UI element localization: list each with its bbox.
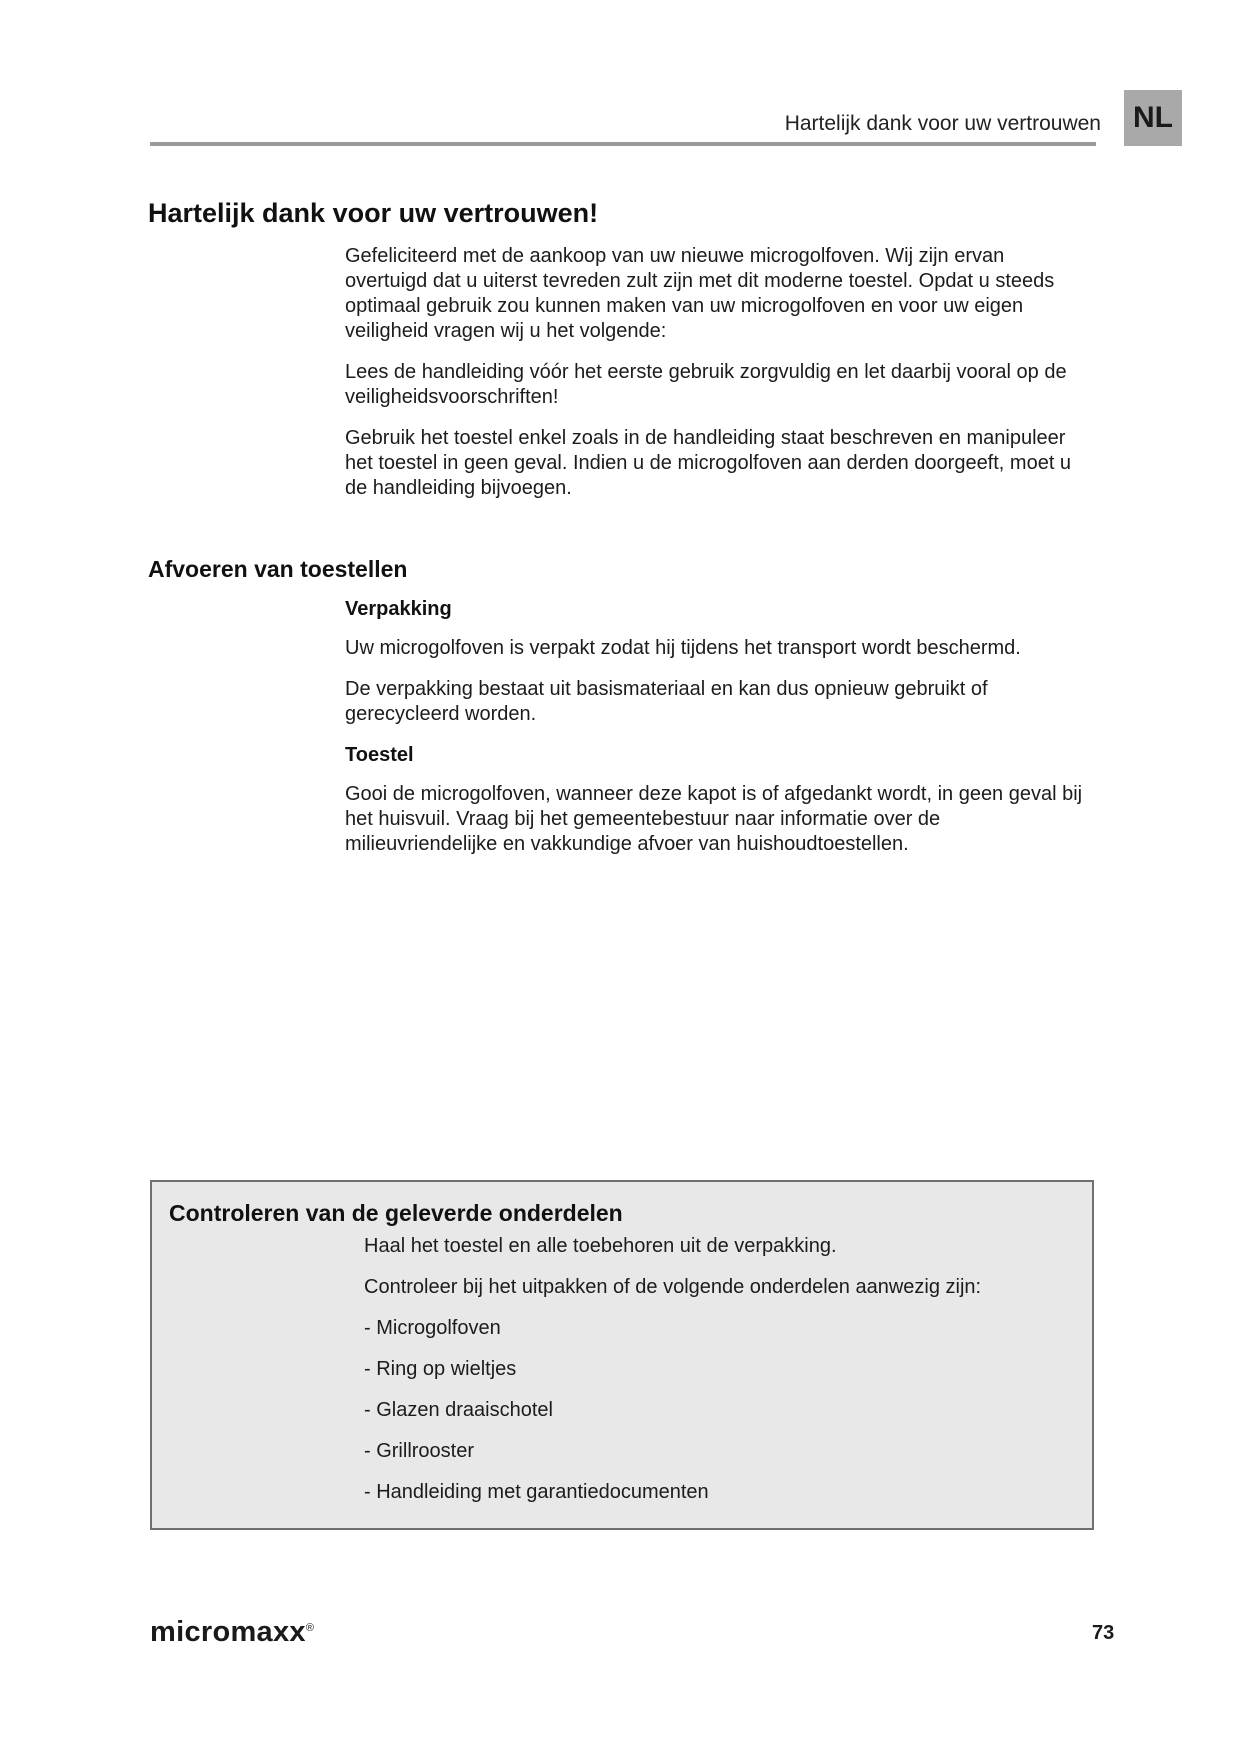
language-badge: NL	[1124, 90, 1182, 146]
intro-paragraph: Lees de handleiding vóór het eerste gebruik zorgvuldig en let daarbij vooral op de veiligheidsvoorschriften!	[345, 361, 1067, 408]
device-paragraph: Gooi de microgolfoven, wanneer deze kapot is of afgedankt wordt, in geen geval bij het huisvuil. Vraag bij het gemeentebestuur naar informatie over de milieuvriendelijke en vakkundige afvoer van huishoudtoestellen.	[345, 783, 1083, 855]
checklist-paragraph: Haal het toestel en alle toebehoren uit de verpakking.	[364, 1235, 837, 1257]
disposal-title: Afvoeren van toestellen	[148, 556, 408, 582]
checklist-item: - Handleiding met garantiedocumenten	[364, 1481, 709, 1503]
running-header-title: Hartelijk dank voor uw vertrouwen	[784, 112, 1101, 135]
intro-title: Hartelijk dank voor uw vertrouwen!	[148, 198, 599, 228]
device-heading: Toestel	[345, 744, 414, 766]
brand-name: micromaxx	[150, 1616, 306, 1648]
checklist-paragraph: Controleer bij het uitpakken of de volgende onderdelen aanwezig zijn:	[364, 1276, 982, 1298]
header-divider	[150, 142, 1096, 146]
registered-mark: ®	[305, 1622, 315, 1634]
intro-paragraph: Gefeliciteerd met de aankoop van uw nieuwe microgolfoven. Wij zijn ervan overtuigd dat u uiterst tevreden zult zijn met dit moderne toestel. Opdat u steeds optimaal gebruik zou kunnen maken van uw microgolfoven en voor uw eigen veiligheid vragen wij u het volgende:	[345, 245, 1055, 342]
checklist-title: Controleren van de geleverde onderdelen	[169, 1200, 623, 1226]
checklist-items	[364, 1316, 1064, 1505]
checklist-item: - Glazen draaischotel	[364, 1399, 553, 1421]
packaging-paragraph: Uw microgolfoven is verpakt zodat hij tijdens het transport wordt beschermd.	[345, 637, 1021, 659]
intro-paragraph: Gebruik het toestel enkel zoals in de handleiding staat beschreven en manipuleer het toestel in geen geval. Indien u de microgolfoven aan derden doorgeeft, moet u de handleiding bijvoegen.	[345, 427, 1072, 499]
brand-logo	[150, 1616, 314, 1649]
disposal-body	[345, 597, 1090, 873]
checklist-item: - Grillrooster	[364, 1440, 475, 1462]
checklist-item: - Ring op wieltjes	[364, 1358, 517, 1380]
page-number: 73	[1092, 1622, 1115, 1644]
packaging-paragraph: De verpakking bestaat uit basismateriaal en kan dus opnieuw gebruikt of gerecycleerd worden.	[345, 678, 988, 725]
intro-body	[345, 244, 1090, 517]
checklist-body	[364, 1234, 1064, 1521]
checklist-box	[150, 1180, 1094, 1530]
checklist-item: - Microgolfoven	[364, 1317, 501, 1339]
packaging-heading: Verpakking	[345, 598, 452, 620]
